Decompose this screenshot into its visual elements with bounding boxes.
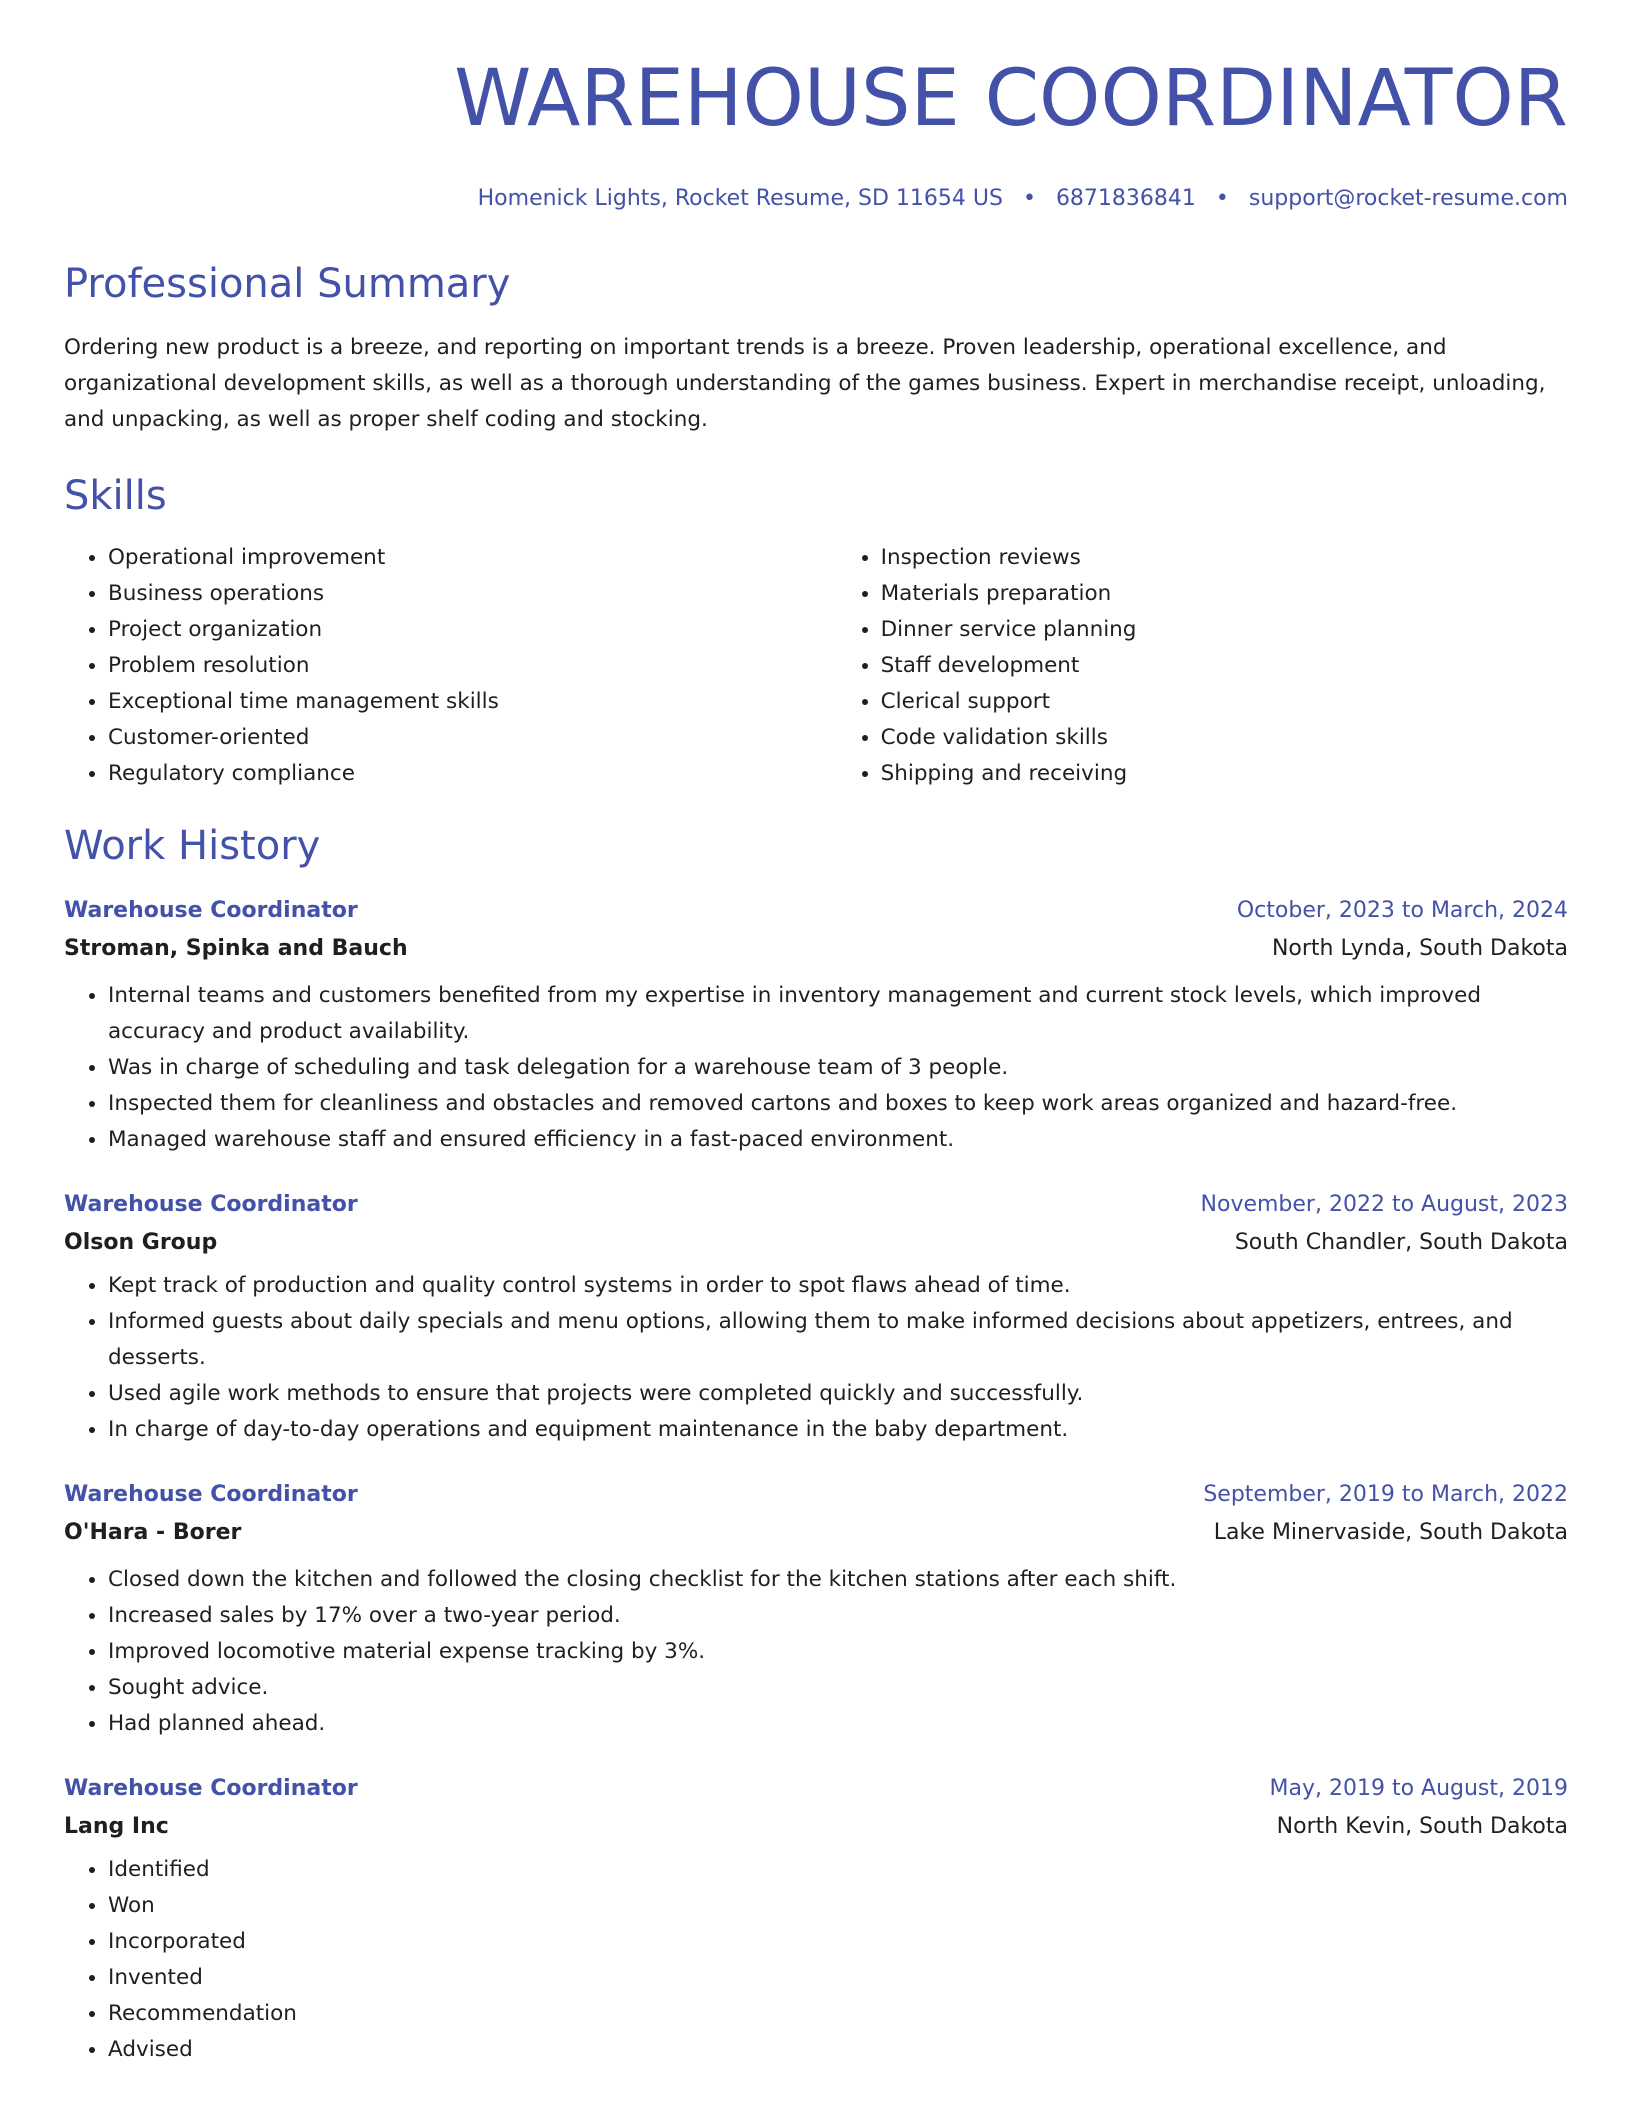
skills-column-right <box>837 540 1568 792</box>
job-dates: May, 2019 to August, 2019 <box>1269 1776 1568 1801</box>
skill-item: • Materials preparation <box>881 576 1568 612</box>
skill-item: • Clerical support <box>881 684 1568 720</box>
job-bullet: • Managed warehouse staff and ensured efficiency in a fast-paced environment. <box>108 1122 1568 1158</box>
job-company: Lang Inc <box>64 1814 169 1839</box>
skill-item: • Business operations <box>108 576 837 612</box>
contact-address: Homenick Lights, Rocket Resume, SD 11654 US <box>477 186 1003 211</box>
job-header <box>64 896 1568 926</box>
job-dates: November, 2022 to August, 2023 <box>1200 1192 1568 1217</box>
job-location: North Lynda, South Dakota <box>1271 936 1568 961</box>
job-location: North Kevin, South Dakota <box>1276 1814 1568 1839</box>
job-entry <box>64 896 1568 1158</box>
job-title: Warehouse Coordinator <box>64 1776 358 1801</box>
contact-email[interactable]: support@rocket-resume.com <box>1248 186 1568 211</box>
job-bullet: • Recommendation <box>108 1996 1568 2032</box>
job-company: Stroman, Spinka and Bauch <box>64 936 408 961</box>
job-bullet: • Invented <box>108 1960 1568 1996</box>
job-location: South Chandler, South Dakota <box>1234 1230 1568 1255</box>
job-subheader <box>64 1812 1568 1842</box>
job-entry <box>64 1774 1568 2068</box>
job-bullet: • Inspected them for cleanliness and obstacles and removed cartons and boxes to keep work areas organized and hazard-free. <box>108 1086 1568 1122</box>
skill-item: • Code validation skills <box>881 720 1568 756</box>
contact-line <box>64 188 1568 210</box>
job-bullet: • In charge of day-to-day operations and equipment maintenance in the baby department. <box>108 1412 1568 1448</box>
skill-item: • Problem resolution <box>108 648 837 684</box>
job-bullet: • Advised <box>108 2032 1568 2068</box>
resume-title: WAREHOUSE COORDINATOR <box>454 54 1568 144</box>
job-bullet: • Internal teams and customers benefited from my expertise in inventory management and current stock levels, which improved accuracy and product availability. <box>108 978 1568 1050</box>
job-bullets <box>64 1562 1568 1742</box>
skill-item: • Dinner service planning <box>881 612 1568 648</box>
work-history-heading: Work History <box>64 823 321 869</box>
summary-text: Ordering new product is a breeze, and reporting on important trends is a breeze. Proven leadership, operational excellence, and organizational development skills, as well as a thorough understanding of the games business. Expert in merchandise receipt, unloading, and unpacking, as well as proper shelf coding and stocking. <box>64 335 1546 432</box>
job-bullet: • Increased sales by 17% over a two-year period. <box>108 1598 1568 1634</box>
job-bullet: • Incorporated <box>108 1924 1568 1960</box>
skill-item: • Regulatory compliance <box>108 756 837 792</box>
job-bullet: • Was in charge of scheduling and task delegation for a warehouse team of 3 people. <box>108 1050 1568 1086</box>
job-entry <box>64 1480 1568 1742</box>
skill-item: • Project organization <box>108 612 837 648</box>
skill-item: • Staff development <box>881 648 1568 684</box>
skills-column-left <box>64 540 837 792</box>
job-title: Warehouse Coordinator <box>64 1192 358 1217</box>
job-title: Warehouse Coordinator <box>64 1482 358 1507</box>
job-subheader <box>64 934 1568 964</box>
job-location: Lake Minervaside, South Dakota <box>1213 1520 1568 1545</box>
skill-item: • Exceptional time management skills <box>108 684 837 720</box>
job-bullet: • Improved locomotive material expense tracking by 3%. <box>108 1634 1568 1670</box>
job-company: O'Hara - Borer <box>64 1520 242 1545</box>
job-subheader <box>64 1518 1568 1548</box>
job-bullet: • Closed down the kitchen and followed the closing checklist for the kitchen stations after each shift. <box>108 1562 1568 1598</box>
skill-item: • Operational improvement <box>108 540 837 576</box>
job-entry <box>64 1190 1568 1448</box>
job-header <box>64 1480 1568 1510</box>
job-bullet: • Informed guests about daily specials and menu options, allowing them to make informed decisions about appetizers, entrees, and desserts. <box>108 1304 1568 1376</box>
contact-phone[interactable]: 6871836841 <box>1055 186 1196 211</box>
contact-separator: • <box>1215 186 1229 211</box>
job-header <box>64 1190 1568 1220</box>
contact-separator: • <box>1022 186 1036 211</box>
job-bullet: • Kept track of production and quality control systems in order to spot flaws ahead of time. <box>108 1268 1568 1304</box>
skills-heading: Skills <box>64 473 167 519</box>
job-bullet: • Sought advice. <box>108 1670 1568 1706</box>
job-bullets <box>64 1268 1568 1448</box>
job-bullet: • Won <box>108 1888 1568 1924</box>
job-bullet: • Used agile work methods to ensure that projects were completed quickly and successfully. <box>108 1376 1568 1412</box>
job-dates: October, 2023 to March, 2024 <box>1236 898 1568 923</box>
summary-heading: Professional Summary <box>64 261 511 307</box>
job-bullets <box>64 978 1568 1158</box>
skill-item: • Inspection reviews <box>881 540 1568 576</box>
skill-item: • Customer-oriented <box>108 720 837 756</box>
job-dates: September, 2019 to March, 2022 <box>1203 1482 1568 1507</box>
job-title: Warehouse Coordinator <box>64 898 358 923</box>
job-bullet: • Had planned ahead. <box>108 1706 1568 1742</box>
job-subheader <box>64 1228 1568 1258</box>
skill-item: • Shipping and receiving <box>881 756 1568 792</box>
skills-grid <box>64 540 1568 792</box>
job-bullets <box>64 1852 1568 2068</box>
job-header <box>64 1774 1568 1804</box>
job-bullet: • Identified <box>108 1852 1568 1888</box>
job-company: Olson Group <box>64 1230 218 1255</box>
